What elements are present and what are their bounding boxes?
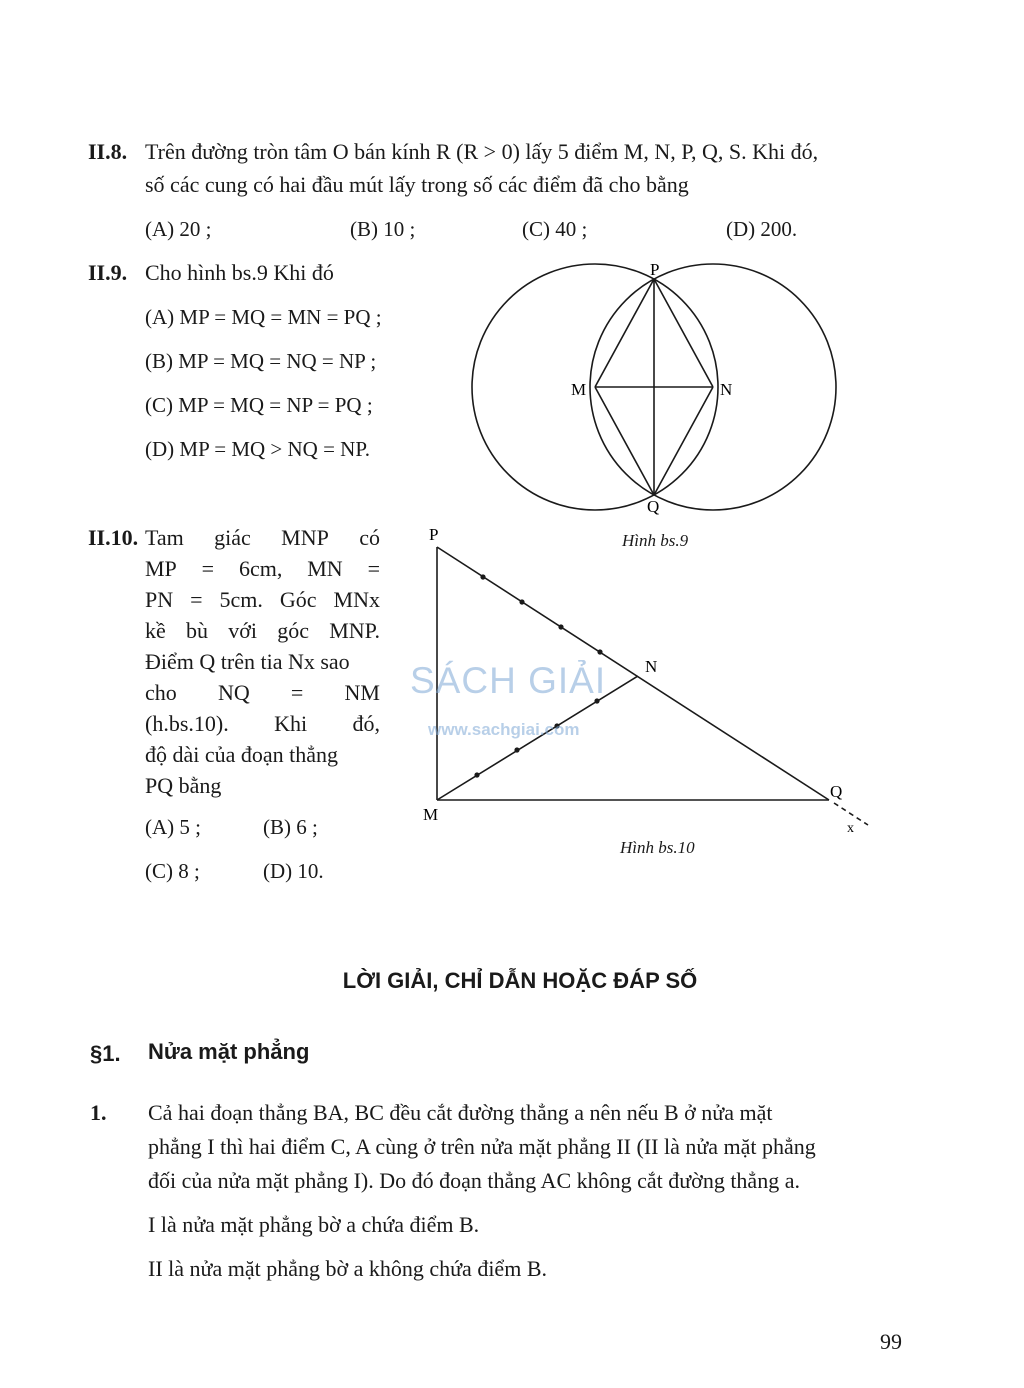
question-ii10-line2: MP = 6cm, MN =	[145, 556, 380, 581]
label-bs10-m: M	[423, 805, 439, 824]
question-number-ii8: II.8.	[88, 139, 128, 164]
question-ii8-line2: số các cung có hai đầu mút lấy trong số các điểm đã cho bằng	[145, 172, 689, 197]
option-ii9-d: (D) MP = MQ > NQ = NP.	[145, 437, 370, 461]
section-number: §1.	[90, 1041, 121, 1066]
question-ii10-line1: Tam giác MNP có	[145, 525, 380, 550]
option-ii10-a: (A) 5 ;	[145, 815, 201, 839]
question-ii10-line8: độ dài của đoạn thẳng	[145, 742, 339, 767]
page-number: 99	[880, 1329, 902, 1354]
question-ii9-stem: Cho hình bs.9 Khi đó	[145, 260, 334, 285]
label-bs10-x: x	[847, 821, 854, 836]
watermark-url: www.sachgiai.com	[428, 720, 580, 739]
option-ii9-a: (A) MP = MQ = MN = PQ ;	[145, 305, 382, 329]
figure-bs9	[460, 255, 850, 520]
label-bs10-q: Q	[830, 782, 843, 801]
question-ii10-line4: kề bù với góc MNP.	[145, 618, 380, 643]
question-number-ii9: II.9.	[88, 260, 128, 285]
question-ii10-line7: (h.bs.10). Khi đó,	[145, 711, 380, 736]
label-bs10-p: P	[429, 525, 439, 544]
segment-mq	[595, 387, 654, 495]
option-ii10-c: (C) 8 ;	[145, 859, 200, 883]
option-ii10-b: (B) 6 ;	[263, 815, 318, 839]
option-ii8-a: (A) 20 ;	[145, 217, 212, 241]
segment-pm	[595, 279, 654, 387]
question-ii8-line1: Trên đường tròn tâm O bán kính R (R > 0) lấy 5 điểm M, N, P, Q, S. Khi đó,	[145, 139, 819, 164]
label-bs10-n: N	[645, 657, 658, 676]
label-bs9-m: M	[571, 380, 587, 399]
option-ii10-d: (D) 10.	[263, 859, 324, 883]
solution-note2: II là nửa mặt phẳng bờ a không chứa điểm B.	[148, 1256, 547, 1281]
question-ii10-line9: PQ bằng	[145, 773, 222, 798]
question-ii10-line5: Điểm Q trên tia Nx sao	[145, 649, 350, 674]
question-number-ii10: II.10.	[88, 525, 139, 550]
option-ii8-d: (D) 200.	[726, 217, 798, 241]
solution-line1: Cả hai đoạn thẳng BA, BC đều cắt đường thẳng a nên nếu B ở nửa mặt	[148, 1100, 773, 1125]
caption-bs10: Hình bs.10	[620, 838, 695, 857]
solution-note1: I là nửa mặt phẳng bờ a chứa điểm B.	[148, 1212, 480, 1237]
caption-bs9: Hình bs.9	[622, 531, 689, 550]
option-ii8-b: (B) 10 ;	[350, 217, 416, 241]
label-bs9-p: P	[650, 260, 660, 279]
question-ii10-line3: PN = 5cm. Góc MNx	[145, 587, 380, 612]
watermark-brand: SÁCH GIẢI	[410, 660, 607, 701]
option-ii8-c: (C) 40 ;	[522, 217, 588, 241]
solution-line2: phẳng I thì hai điểm C, A cùng ở trên nửa mặt phẳng II (II là nửa mặt phẳng	[148, 1134, 816, 1159]
option-ii9-b: (B) MP = MQ = NQ = NP ;	[145, 349, 377, 373]
section-title: Nửa mặt phẳng	[148, 1039, 310, 1064]
question-ii10-line6: cho NQ = NM	[145, 680, 380, 705]
segment-nq	[654, 387, 713, 495]
label-bs9-n: N	[720, 380, 733, 399]
item-number: 1.	[90, 1100, 107, 1125]
segment-pn	[654, 279, 713, 387]
solutions-heading: LỜI GIẢI, CHỈ DẪN HOẶC ĐÁP SỐ	[342, 968, 698, 993]
label-bs9-q: Q	[647, 497, 660, 516]
option-ii9-c: (C) MP = MQ = NP = PQ ;	[145, 393, 373, 417]
solution-line3: đối của nửa mặt phẳng I). Do đó đoạn thẳng AC không cắt đường thẳng a.	[148, 1168, 800, 1193]
